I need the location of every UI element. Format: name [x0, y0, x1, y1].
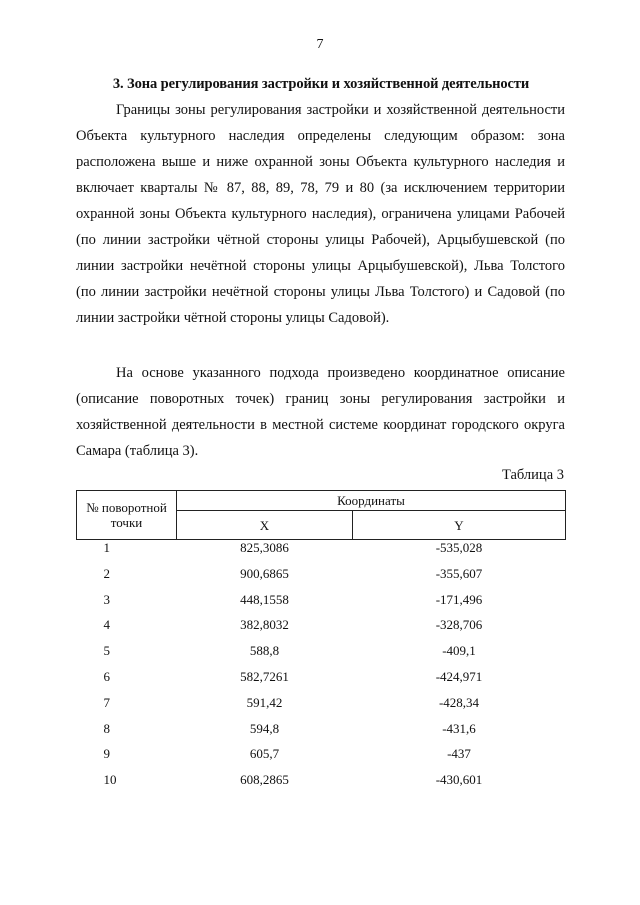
paragraph-coordinate-description: На основе указанного подхода произведено координатное описание (описание поворотных точек) границ зоны регулирования застройки и хозяйственной деятельности в местной системе координат городского округа Самара (таблица 3). [76, 365, 565, 459]
x-cell: 582,7261 [240, 668, 289, 684]
table-row [77, 695, 566, 721]
x-cell: 608,2865 [240, 772, 289, 788]
x-cell: 605,7 [249, 746, 280, 762]
point-number-cell: 4 [103, 617, 110, 633]
header-coordinates: Координаты [177, 491, 566, 511]
table-row [77, 669, 566, 695]
table-row [77, 540, 566, 566]
x-cell: 382,8032 [240, 617, 289, 633]
point-number-cell: 1 [103, 540, 110, 555]
table-row [77, 746, 566, 772]
header-x: X [177, 511, 353, 540]
x-cell: 900,6865 [240, 565, 289, 581]
table-row [77, 772, 566, 798]
table-caption: Таблица 3 [501, 467, 564, 483]
x-cell: 594,8 [249, 720, 280, 736]
point-number-cell: 8 [103, 720, 110, 736]
x-cell: 448,1558 [240, 591, 289, 607]
x-cell: 825,3086 [240, 540, 289, 555]
y-cell: -424,971 [435, 668, 483, 684]
y-cell: -355,607 [435, 565, 483, 581]
y-cell: -437 [447, 746, 471, 762]
point-number-cell: 5 [103, 643, 110, 659]
y-cell: -409,1 [442, 643, 476, 659]
table-row [77, 721, 566, 747]
x-cell: 588,8 [249, 643, 280, 659]
point-number-cell: 10 [103, 772, 117, 788]
coordinates-table [76, 490, 566, 798]
table-row [77, 566, 566, 592]
paragraph-zone-boundaries: Границы зоны регулирования застройки и хозяйственной деятельности Объекта культурного наследия определены следующим образом: зона расположена выше и ниже охранной зоны Объекта культурного наследия и включает кварталы № 87, 88, 89, 78, 79 и 80 (за исключением территории охранной зоны Объекта культурного наследия), ограничена улицами Рабочей (по линии застройки чётной стороны улицы Рабочей), Арцыбушевской (по линии застройки нечётной стороны улицы Арцыбушевской), Льва Толстого (по линии застройки нечётной стороны улицы Льва Толстого) и Садовой (по линии застройки чётной стороны улицы Садовой). [76, 102, 565, 326]
point-number-cell: 6 [103, 668, 110, 684]
page-number: 7 [316, 37, 324, 52]
point-number-cell: 2 [103, 565, 110, 581]
table-row [77, 592, 566, 618]
y-cell: -428,34 [438, 694, 480, 710]
table-row [77, 617, 566, 643]
section-title: 3. Зона регулирования застройки и хозяйственной деятельности [112, 76, 530, 92]
point-number-cell: 9 [103, 746, 110, 762]
y-cell: -431,6 [442, 720, 476, 736]
y-cell: -171,496 [435, 591, 483, 607]
y-cell: -535,028 [435, 540, 483, 555]
header-point-number: № поворотной точки [77, 491, 177, 540]
table-row [77, 643, 566, 669]
y-cell: -430,601 [435, 772, 483, 788]
point-number-cell: 7 [103, 694, 110, 710]
x-cell: 591,42 [246, 694, 283, 710]
header-y: Y [353, 511, 566, 540]
y-cell: -328,706 [435, 617, 483, 633]
point-number-cell: 3 [103, 591, 110, 607]
